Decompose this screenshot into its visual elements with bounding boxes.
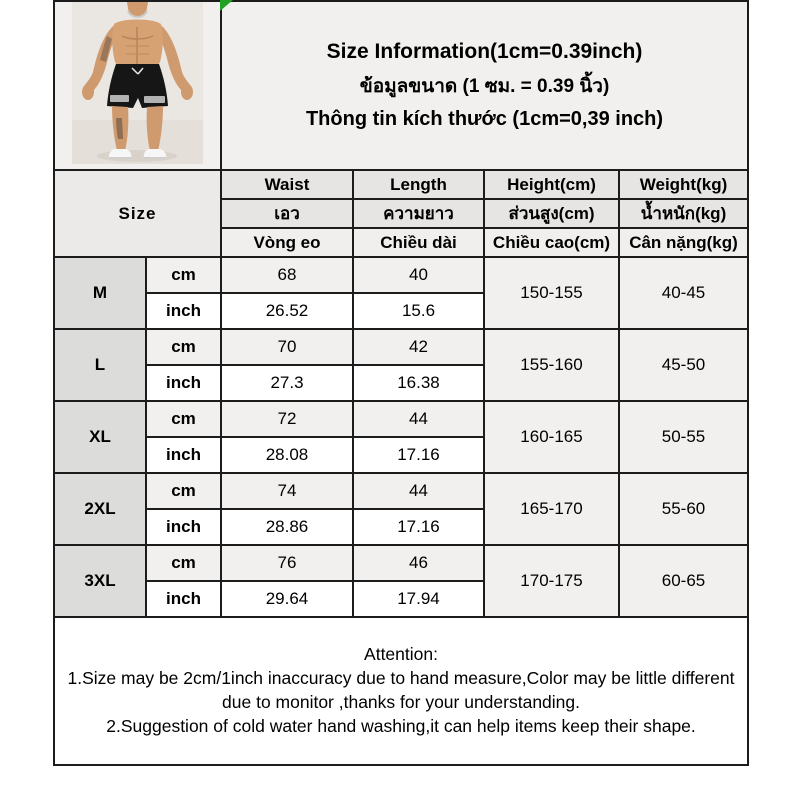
size-row-l-cm bbox=[54, 329, 748, 365]
col-header-weight-vi: Cân nặng(kg) bbox=[619, 228, 748, 257]
length-inch-l: 16.38 bbox=[353, 365, 484, 401]
col-header-weight-en: Weight(kg) bbox=[619, 170, 748, 199]
col-header-length-en: Length bbox=[353, 170, 484, 199]
length-cm-m: 40 bbox=[353, 257, 484, 293]
unit-label-inch: inch bbox=[146, 365, 221, 401]
size-label-3xl: 3XL bbox=[54, 545, 146, 617]
col-header-waist-vi: Vòng eo bbox=[221, 228, 353, 257]
col-header-height-th: ส่วนสูง(cm) bbox=[484, 199, 619, 228]
waist-inch-2xl: 28.86 bbox=[221, 509, 353, 545]
col-header-length-th: ความยาว bbox=[353, 199, 484, 228]
col-header-waist-th: เอว bbox=[221, 199, 353, 228]
size-row-m-cm bbox=[54, 257, 748, 293]
waist-cm-3xl: 76 bbox=[221, 545, 353, 581]
unit-label-cm: cm bbox=[146, 401, 221, 437]
size-label-xl: XL bbox=[54, 401, 146, 473]
height-range-3xl: 170-175 bbox=[484, 545, 619, 617]
waist-inch-3xl: 29.64 bbox=[221, 581, 353, 617]
attention-note-2: 2.Suggestion of cold water hand washing,it can help items keep their shape. bbox=[106, 715, 696, 736]
unit-label-inch: inch bbox=[146, 581, 221, 617]
waist-inch-m: 26.52 bbox=[221, 293, 353, 329]
header-banner-row bbox=[54, 1, 748, 170]
weight-range-3xl: 60-65 bbox=[619, 545, 748, 617]
length-inch-3xl: 17.94 bbox=[353, 581, 484, 617]
column-header-row-english bbox=[54, 170, 748, 199]
weight-range-xl: 50-55 bbox=[619, 401, 748, 473]
waist-cm-2xl: 74 bbox=[221, 473, 353, 509]
length-inch-m: 15.6 bbox=[353, 293, 484, 329]
size-row-xl-cm bbox=[54, 401, 748, 437]
model-photo bbox=[72, 2, 203, 164]
weight-range-l: 45-50 bbox=[619, 329, 748, 401]
col-header-height-en: Height(cm) bbox=[484, 170, 619, 199]
title-thai: ข้อมูลขนาด (1 ซม. = 0.39 นิ้ว) bbox=[359, 76, 610, 97]
size-information-title bbox=[221, 1, 748, 170]
length-cm-l: 42 bbox=[353, 329, 484, 365]
attention-note-1: 1.Size may be 2cm/1inch inaccuracy due to hand measure,Color may be little different due to monitor ,thanks for your understanding. bbox=[67, 668, 735, 712]
length-inch-xl: 17.16 bbox=[353, 437, 484, 473]
col-header-weight-th: น้ำหนัก(kg) bbox=[619, 199, 748, 228]
attention-heading: Attention: bbox=[364, 644, 438, 665]
length-cm-2xl: 44 bbox=[353, 473, 484, 509]
col-header-length-vi: Chiều dài bbox=[353, 228, 484, 257]
unit-label-inch: inch bbox=[146, 437, 221, 473]
waist-cm-l: 70 bbox=[221, 329, 353, 365]
height-range-m: 150-155 bbox=[484, 257, 619, 329]
product-photo-cell bbox=[54, 1, 221, 170]
title-english: Size Information(1cm=0.39inch) bbox=[326, 40, 643, 63]
green-corner-marker bbox=[220, 0, 233, 11]
size-table bbox=[53, 0, 749, 766]
waist-inch-xl: 28.08 bbox=[221, 437, 353, 473]
waist-cm-xl: 72 bbox=[221, 401, 353, 437]
waist-cm-m: 68 bbox=[221, 257, 353, 293]
unit-label-inch: inch bbox=[146, 509, 221, 545]
weight-range-m: 40-45 bbox=[619, 257, 748, 329]
waist-inch-l: 27.3 bbox=[221, 365, 353, 401]
size-label-l: L bbox=[54, 329, 146, 401]
weight-range-2xl: 55-60 bbox=[619, 473, 748, 545]
length-cm-xl: 44 bbox=[353, 401, 484, 437]
attention-row bbox=[54, 617, 748, 765]
height-range-2xl: 165-170 bbox=[484, 473, 619, 545]
size-row-2xl-cm bbox=[54, 473, 748, 509]
unit-label-cm: cm bbox=[146, 545, 221, 581]
unit-label-cm: cm bbox=[146, 257, 221, 293]
size-corner-header: Size bbox=[54, 170, 221, 257]
height-range-xl: 160-165 bbox=[484, 401, 619, 473]
size-row-3xl-cm bbox=[54, 545, 748, 581]
size-label-m: M bbox=[54, 257, 146, 329]
title-vietnamese: Thông tin kích thước (1cm=0,39 inch) bbox=[305, 108, 664, 130]
length-inch-2xl: 17.16 bbox=[353, 509, 484, 545]
height-range-l: 155-160 bbox=[484, 329, 619, 401]
col-header-height-vi: Chiều cao(cm) bbox=[484, 228, 619, 257]
unit-label-inch: inch bbox=[146, 293, 221, 329]
length-cm-3xl: 46 bbox=[353, 545, 484, 581]
size-label-2xl: 2XL bbox=[54, 473, 146, 545]
attention-note bbox=[54, 617, 748, 765]
unit-label-cm: cm bbox=[146, 329, 221, 365]
unit-label-cm: cm bbox=[146, 473, 221, 509]
col-header-waist-en: Waist bbox=[221, 170, 353, 199]
